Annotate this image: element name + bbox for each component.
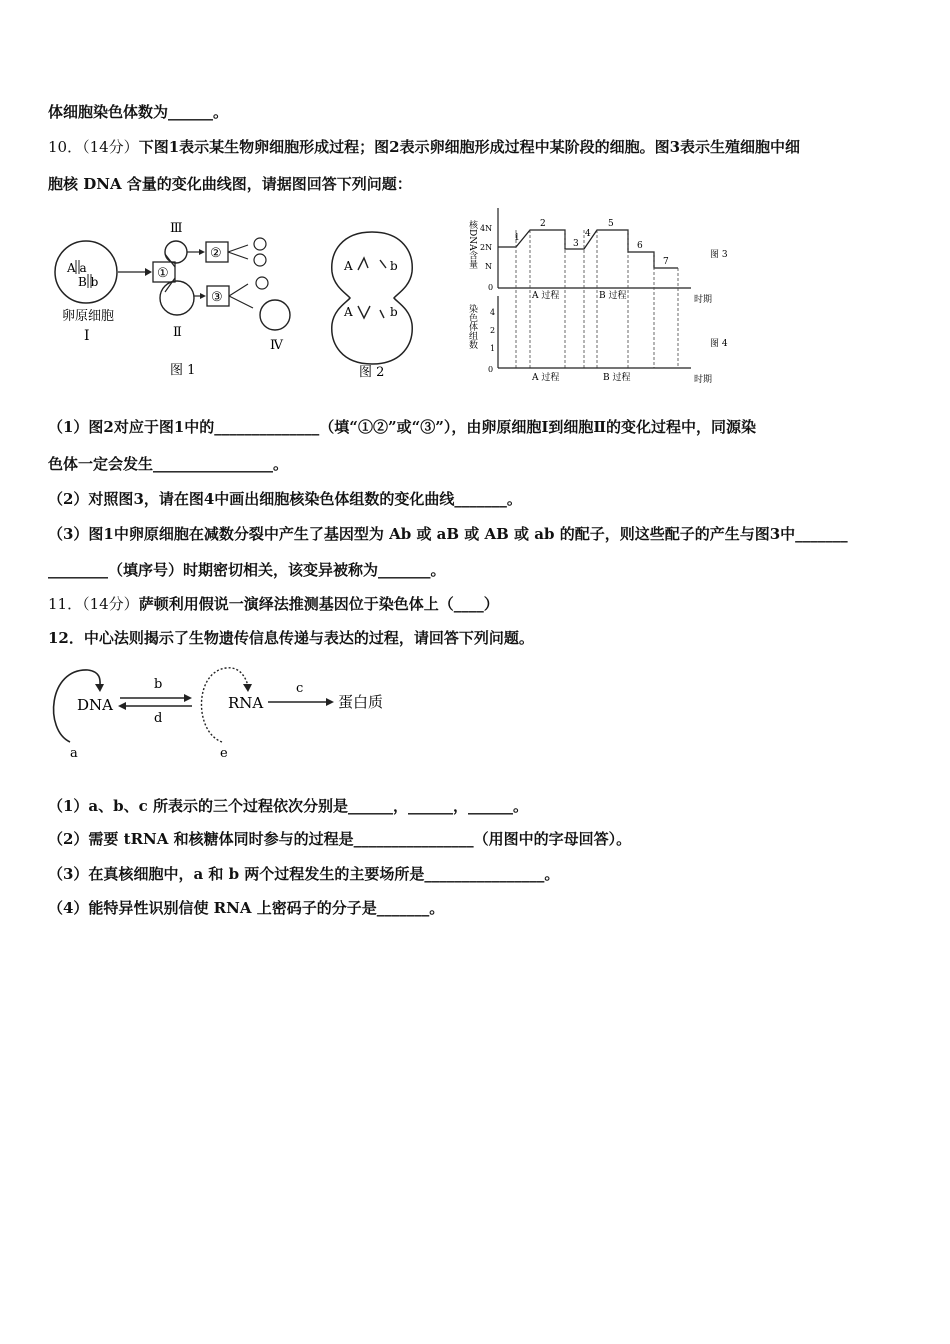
q10-part-1-cont: 色体一定会发生________________。: [48, 455, 289, 473]
oogonium-label: 卵原细胞: [62, 309, 115, 324]
fig3-caption: 图 3: [710, 250, 728, 260]
figures-3-4: [466, 200, 736, 390]
question-number: 10．（14分）: [48, 138, 139, 156]
gene-label-top: A a: [67, 261, 87, 275]
question-number: 11．（14分）: [48, 595, 139, 613]
fig4-caption: 图 4: [710, 339, 728, 349]
label-d: d: [154, 711, 163, 726]
polar-body-III: [165, 241, 187, 263]
fig3-seg-5: 5: [608, 219, 614, 229]
label-c: c: [296, 681, 304, 696]
secondary-oocyte-II: [160, 281, 194, 315]
question-12: 12．中心法则揭示了生物遗传信息传递与表达的过程，请回答下列问题。: [48, 629, 534, 647]
label-e: e: [220, 746, 228, 761]
fig3-process-A: A 过程: [532, 291, 560, 301]
previous-question-tail: 体细胞染色体数为______。: [48, 103, 229, 121]
allele-bottom-right: b: [390, 305, 398, 319]
step-1-label: ①: [157, 266, 169, 281]
fig3-process-B: B 过程: [599, 291, 627, 301]
gene-label-bottom: B b: [78, 275, 99, 289]
fig3-seg-2: 2: [540, 219, 546, 229]
allele-top-right: b: [390, 259, 398, 273]
fig4-process-A: A 过程: [532, 373, 560, 383]
fig3-ytick-2N: 2N: [480, 243, 493, 252]
question-text: 下图1表示某生物卵细胞形成过程；图2表示卵细胞形成过程中某阶段的细胞。图3表示生殖细胞中细: [138, 138, 801, 156]
egg-cell-IV: [260, 300, 290, 330]
fig3-ytick-4N: 4N: [480, 224, 493, 233]
fig3-ytick-N: N: [485, 262, 492, 271]
fig4-xlabel: 时期: [694, 375, 713, 385]
roman-III-label: Ⅲ: [170, 221, 183, 236]
rna-label: RNA: [228, 694, 264, 712]
q12-part-3: （3）在真核细胞中，a 和 b 两个过程发生的主要场所是________________。: [48, 865, 560, 883]
label-a: a: [70, 746, 78, 761]
roman-II-label: Ⅱ: [173, 325, 182, 340]
question-text: 萨顿利用假说一演绎法推测基因位于染色体上（____）: [138, 595, 499, 613]
dna-label: DNA: [77, 696, 113, 714]
q12-part-4: （4）能特异性识别信使 RNA 上密码子的分子是_______。: [48, 899, 445, 917]
q10-part-3: （3）图1中卵原细胞在减数分裂中产生了基因型为 Ab 或 aB 或 AB 或 ab 的配子，则这些配子的产生与图3中_______: [48, 525, 848, 543]
roman-IV-label: Ⅳ: [270, 338, 283, 353]
q10-part-1: （1）图2对应于图1中的______________（填“①②”或“③”），由卵原细胞Ⅰ到细胞Ⅱ的变化过程中，同源染: [48, 418, 756, 436]
figure-1-caption: 图 1: [170, 363, 196, 378]
step-2-label: ②: [210, 246, 222, 261]
fig3-seg-6: 6: [637, 241, 643, 251]
label-b: b: [154, 677, 163, 692]
fig4-process-B: B 过程: [603, 373, 631, 383]
fig4-ytick-4: 4: [490, 308, 496, 317]
q12-part-1: （1）a、b、c 所表示的三个过程依次分别是______，______，______。: [48, 797, 529, 815]
fig4-ytick-1: 1: [490, 344, 496, 353]
allele-top-left: A: [344, 259, 353, 273]
allele-bottom-left: A: [344, 305, 353, 319]
fig3-ylabel: 核DNA含量: [467, 220, 477, 269]
central-dogma-diagram: [44, 660, 404, 765]
dividing-cell: [332, 232, 412, 364]
fig3-seg-3: 3: [573, 239, 579, 249]
q12-part-2: （2）需要 tRNA 和核糖体同时参与的过程是________________（用图中的字母回答）。: [48, 830, 632, 848]
figure-2: [322, 212, 422, 388]
roman-I-label: Ⅰ: [84, 328, 90, 344]
figure-2-caption: 图 2: [359, 365, 385, 380]
question-11: [48, 594, 499, 614]
fig3-seg-1: 1: [514, 233, 520, 243]
figure-1: [48, 212, 313, 388]
fig3-ytick-0: 0: [488, 283, 494, 292]
question-10-intro-cont: 胞核 DNA 含量的变化曲线图，请据图回答下列问题：: [48, 175, 412, 193]
fig3-seg-7: 7: [663, 257, 669, 267]
question-10-intro: [48, 137, 800, 157]
fig4-ytick-0: 0: [488, 365, 494, 374]
q10-part-2: （2）对照图3，请在图4中画出细胞核染色体组数的变化曲线_______。: [48, 490, 522, 508]
fig4-ytick-2: 2: [490, 326, 496, 335]
q10-part-3-cont: ________（填序号）时期密切相关，该变异被称为_______。: [48, 561, 446, 579]
fig3-xlabel: 时期: [694, 295, 713, 305]
fig3-seg-4: 4: [585, 229, 591, 239]
fig4-ylabel: 染色体组数: [467, 304, 477, 349]
step-3-label: ③: [211, 290, 223, 305]
protein-label: 蛋白质: [338, 693, 384, 711]
